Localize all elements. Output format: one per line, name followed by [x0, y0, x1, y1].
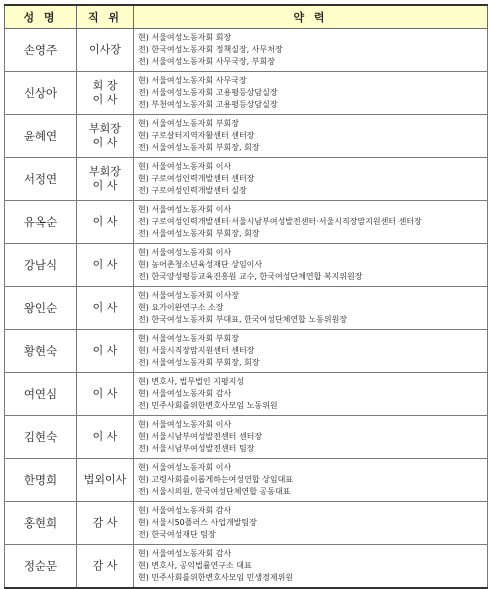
member-career	[134, 287, 488, 330]
career-line: 현) 서울여성노동자회 이사	[138, 205, 232, 215]
board-members-document	[4, 4, 487, 589]
member-career	[134, 158, 488, 201]
member-name: 한명희	[5, 459, 77, 502]
member-position-line: 부회장	[89, 165, 121, 178]
table-row	[5, 244, 488, 287]
member-position	[77, 416, 134, 459]
career-line: 현) 구로여성인력개발센터 센터장	[138, 174, 255, 184]
career-line: 현) 요가이완연구소 소장	[138, 303, 224, 313]
member-position-line: 이 사	[92, 258, 118, 271]
career-line: 현) 농어촌청소년육성재단 상임이사	[138, 260, 263, 270]
member-position-line: 이 사	[92, 301, 118, 314]
table-row	[5, 201, 488, 244]
table-row	[5, 158, 488, 201]
career-line: 전) 서울시의원, 한국여성단체연합 공동대표	[138, 486, 291, 496]
career-line: 현) 서울여성노동자회 이사	[138, 248, 232, 258]
member-position-line: 부회장	[89, 122, 121, 135]
table-body	[5, 29, 488, 589]
career-line: 현) 서울시직장맘지원센터 센터장	[138, 346, 255, 356]
member-career	[134, 373, 488, 416]
member-name: 김현숙	[5, 416, 77, 459]
member-name: 신상아	[5, 72, 77, 115]
career-line: 전) 한국여성재단 팀장	[138, 529, 216, 539]
member-position-line: 이 사	[92, 387, 118, 400]
member-career	[134, 29, 488, 72]
member-position-line: 이 사	[92, 430, 118, 443]
member-position	[77, 201, 134, 244]
member-career	[134, 72, 488, 115]
table-row	[5, 545, 488, 589]
table-row	[5, 115, 488, 158]
career-line: 현) 서울여성노동자회 이사	[138, 463, 232, 473]
career-line: 현) 서울여성노동자회 감사	[138, 549, 232, 559]
member-position-line: 이 사	[92, 136, 118, 149]
career-line: 전) 서울여성노동자회 고용평등상담실장	[138, 88, 278, 98]
member-career	[134, 244, 488, 287]
career-line: 현) 변호사, 공익법률연구소 대표	[138, 561, 252, 571]
member-name: 황현숙	[5, 330, 77, 373]
member-name: 홍현희	[5, 502, 77, 545]
member-name: 윤혜연	[5, 115, 77, 158]
member-name: 서정연	[5, 158, 77, 201]
member-career	[134, 115, 488, 158]
member-position	[77, 330, 134, 373]
career-line: 전) 서울여성노동자회 부회장, 회장	[138, 142, 260, 152]
career-line: 현) 서울여성노동자회 이사장	[138, 291, 239, 301]
career-line: 현) 서울여성노동자회 감사	[138, 389, 232, 399]
career-line: 현) 서울여성노동자회 회장	[138, 33, 232, 43]
career-line: 전) 서울여성노동자회 사무국장, 부회장	[138, 56, 275, 66]
member-position	[77, 158, 134, 201]
career-line: 전) 민주사회를위한변호사모임 노동위원	[138, 400, 278, 410]
member-name: 정순문	[5, 545, 77, 589]
career-line: 현) 서울여성노동자회 이사	[138, 420, 232, 430]
member-position-line: 감 사	[92, 559, 118, 572]
header-career: 약 력	[134, 5, 488, 29]
career-line: 전) 구로여성인력개발센터·서울시남부여성발전센터·서울시직장맘지원센터 센터장	[138, 217, 422, 227]
table-row	[5, 416, 488, 459]
career-line: 현) 서울여성노동자회 감사	[138, 506, 232, 516]
member-name: 왕인순	[5, 287, 77, 330]
member-position	[77, 459, 134, 502]
member-name: 강남식	[5, 244, 77, 287]
career-line: 전) 서울시남부여성발전센터 팀장	[138, 443, 255, 453]
career-line: 현) 서울시50플러스 사업개발팀장	[138, 518, 257, 528]
member-position	[77, 29, 134, 72]
career-line: 현) 변호사, 법무법인 지평지성	[138, 377, 245, 387]
member-position	[77, 287, 134, 330]
career-line: 현) 서울여성노동자회 이사	[138, 162, 232, 172]
member-position-line: 이 사	[92, 215, 118, 228]
member-position-line: 감 사	[92, 516, 118, 529]
career-line: 전) 서울여성노동자회 부회장, 회장	[138, 228, 260, 238]
member-name: 유옥순	[5, 201, 77, 244]
member-name: 손영주	[5, 29, 77, 72]
member-position	[77, 545, 134, 589]
member-position-line: 회 장	[92, 79, 118, 92]
career-line: 전) 한국양성평등교육진흥원 교수, 한국여성단체연합 복지위원장	[138, 271, 363, 281]
career-line: 전) 부천여성노동자회 고용평등상담실장	[138, 99, 278, 109]
career-line: 현) 서울여성노동자회 부회장	[138, 119, 239, 129]
member-career	[134, 330, 488, 373]
career-line: 현) 서울여성노동자회 부회장	[138, 334, 239, 344]
member-career	[134, 502, 488, 545]
career-line: 현) 구로살터지역자활센터 센터장	[138, 131, 255, 141]
member-position	[77, 373, 134, 416]
member-position-line: 이 사	[92, 179, 118, 192]
member-career	[134, 201, 488, 244]
member-name: 여연심	[5, 373, 77, 416]
career-line: 현) 서울시남부여성발전센터 센터장	[138, 432, 263, 442]
member-position	[77, 244, 134, 287]
table-row	[5, 373, 488, 416]
member-position-line: 이 사	[92, 93, 118, 106]
member-position	[77, 502, 134, 545]
member-position-line: 이사장	[89, 43, 121, 56]
career-line: 전) 한국여성노동자회 정책실장, 사무처장	[138, 45, 283, 55]
career-line: 현) 서울여성노동자회 사무국장	[138, 76, 247, 86]
member-position	[77, 115, 134, 158]
table-row	[5, 459, 488, 502]
member-career	[134, 416, 488, 459]
table-row	[5, 72, 488, 115]
career-line: 현) 고령사회를이롭게하는여성연합 상임대표	[138, 475, 294, 485]
career-line: 전) 구로여성인력개발센터 실장	[138, 185, 247, 195]
career-line: 현) 민주사회를위한변호사모임 민생경제위원	[138, 572, 294, 582]
table-header-row	[5, 5, 488, 29]
header-position: 직 위	[77, 5, 134, 29]
career-line: 전) 한국여성노동자회 부대표, 한국여성단체연합 노동위원장	[138, 314, 348, 324]
table-row	[5, 502, 488, 545]
board-members-table	[4, 4, 488, 589]
table-row	[5, 29, 488, 72]
member-position-line: 법외이사	[83, 473, 127, 486]
member-position	[77, 72, 134, 115]
table-row	[5, 287, 488, 330]
header-name: 성 명	[5, 5, 77, 29]
member-position-line: 이 사	[92, 344, 118, 357]
member-career	[134, 545, 488, 589]
member-career	[134, 459, 488, 502]
career-line: 전) 서울여성노동자회 부회장, 회장	[138, 357, 260, 367]
table-row	[5, 330, 488, 373]
